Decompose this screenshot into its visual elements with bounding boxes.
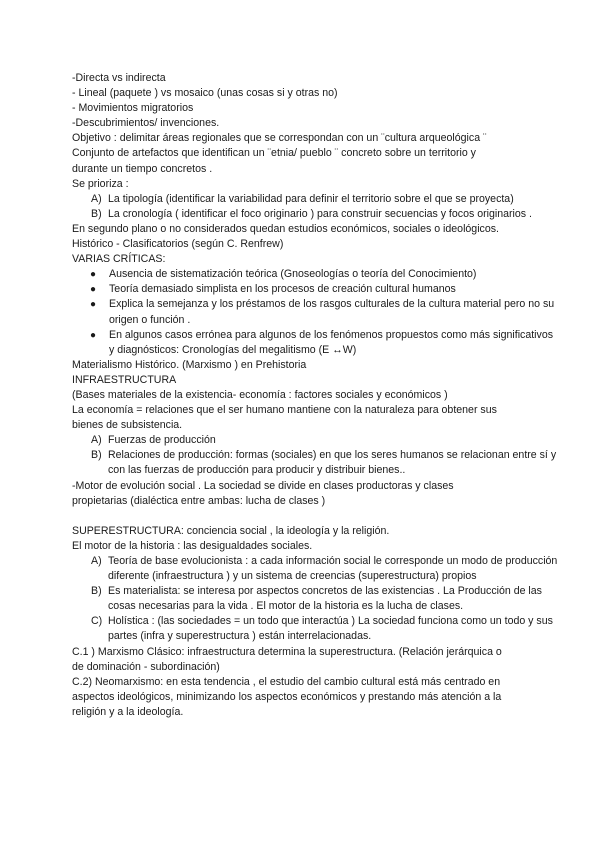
text-line: bienes de subsistencia. bbox=[72, 419, 183, 432]
list-marker: A) bbox=[91, 555, 102, 567]
list-marker: C) bbox=[91, 615, 103, 628]
text-line: religión y a la ideología. bbox=[72, 705, 184, 718]
list-item-text: Relaciones de producción: formas (sociales) en que los seres humanos se relacionan entre sí y con las fuerzas de producción para producir y distribuir bienes.. bbox=[108, 449, 557, 477]
list-item bbox=[90, 297, 560, 327]
text-line: En segundo plano o no considerados quedan estudios económicos, sociales o ideológicos. bbox=[72, 222, 499, 235]
bullet-icon: ● bbox=[90, 269, 97, 281]
super-list bbox=[72, 554, 560, 645]
list-item-text: La cronología ( identificar el foco originario ) para construir secuencias y focos originarios . bbox=[108, 207, 532, 220]
text-line: -Motor de evolución social . La sociedad se divide en clases productoras y clases bbox=[72, 479, 454, 492]
bullet-icon: ● bbox=[90, 329, 97, 341]
blank-line bbox=[72, 509, 560, 524]
text-line: Conjunto de artefactos que identifican un ¨etnia/ pueblo ¨ concreto sobre un territorio y bbox=[72, 147, 476, 160]
text-line: Se prioriza : bbox=[72, 177, 129, 190]
text-line: propietarias (dialéctica entre ambas: lucha de clases ) bbox=[72, 494, 326, 507]
list-item-text: Ausencia de sistematización teórica (Gnoseologías o teoría del Conocimiento) bbox=[109, 268, 477, 281]
text-line: El motor de la historia : las desigualdades sociales. bbox=[72, 539, 313, 552]
text-line: Materialismo Histórico. (Marxismo ) en Prehistoria bbox=[72, 358, 307, 371]
list-marker: B) bbox=[91, 585, 102, 598]
list-item bbox=[91, 584, 560, 614]
list-item bbox=[91, 433, 560, 448]
text-line: (Bases materiales de la existencia- economía : factores sociales y económicos ) bbox=[72, 388, 448, 401]
text-line: Objetivo : delimitar áreas regionales que se correspondan con un ¨cultura arqueológica ¨ bbox=[72, 132, 487, 145]
list-marker: B) bbox=[91, 207, 102, 220]
list-item-text: Fuerzas de producción bbox=[108, 434, 216, 447]
section-heading: VARIAS CRÍTICAS: bbox=[72, 253, 166, 266]
text-line: aspectos ideológicos, minimizando los aspectos económicos y prestando más atención a la bbox=[72, 690, 502, 703]
text-line: de dominación - subordinación) bbox=[72, 660, 220, 673]
criticas-list bbox=[72, 267, 560, 358]
list-item bbox=[91, 207, 560, 222]
list-item-text: Teoría demasiado simplista en los procesos de creación cultural humanos bbox=[109, 283, 456, 296]
section-heading: SUPERESTRUCTURA: conciencia social , la ideología y la religión. bbox=[72, 524, 390, 537]
list-item bbox=[91, 614, 560, 644]
text-line: -Descubrimientos/ invenciones. bbox=[72, 117, 220, 130]
intro-block bbox=[72, 71, 560, 192]
list-item-text: Explica la semejanza y los préstamos de los rasgos culturales de la cultura material pero no su origen o función . bbox=[109, 298, 555, 326]
text-line: C.2) Neomarxismo: en esta tendencia , el estudio del cambio cultural está más centrado en bbox=[72, 675, 501, 688]
list-item bbox=[90, 282, 560, 297]
text-line: - Lineal (paquete ) vs mosaico (unas cosas si y otras no) bbox=[72, 87, 338, 100]
text-line: -Directa vs indirecta bbox=[72, 72, 166, 84]
text-line: C.1 ) Marxismo Clásico: infraestructura determina la superestructura. (Relación jerárquica o bbox=[72, 645, 502, 658]
list-item-text: Teoría de base evolucionista : a cada información social le corresponde un modo de producción diferente (infraestructura ) y un sistema de creencias (superestructura) propios bbox=[108, 555, 558, 583]
list-item bbox=[91, 554, 560, 584]
list-item bbox=[91, 448, 560, 478]
final-block bbox=[72, 645, 560, 720]
middle-block bbox=[72, 222, 560, 267]
infra-block bbox=[72, 358, 560, 433]
list-item-text: En algunos casos errónea para algunos de los fenómenos propuestos como más significativos y diagnósticos: Cronologías del megalitismo (E ↔W) bbox=[109, 328, 554, 356]
list-marker: A) bbox=[91, 192, 102, 205]
motor-block bbox=[72, 479, 560, 509]
list-item-text: Es materialista: se interesa por aspectos concretos de las existencias . La Producción de las cosas necesarias para la vida . El motor de la historia es la lucha de clases. bbox=[108, 585, 542, 613]
list-item bbox=[90, 328, 560, 358]
text-line: - Movimientos migratorios bbox=[72, 102, 194, 115]
list-marker: B) bbox=[91, 449, 102, 462]
list-item bbox=[91, 192, 560, 207]
list-item-text: La tipología (identificar la variabilidad para definir el territorio sobre el que se proyecta) bbox=[108, 192, 514, 205]
text-line: durante un tiempo concretos . bbox=[72, 162, 213, 175]
section-heading: INFRAESTRUCTURA bbox=[72, 373, 177, 386]
bullet-icon: ● bbox=[90, 284, 97, 296]
prioriza-list bbox=[72, 192, 560, 222]
bullet-icon: ● bbox=[90, 299, 97, 311]
infra-list bbox=[72, 433, 560, 478]
text-line: La economía = relaciones que el ser humano mantiene con la naturaleza para obtener sus bbox=[72, 404, 497, 417]
super-block bbox=[72, 524, 560, 554]
list-item bbox=[90, 267, 560, 282]
list-marker: A) bbox=[91, 434, 102, 447]
text-line: Histórico - Clasificatorios (según C. Renfrew) bbox=[72, 238, 284, 251]
list-item-text: Holística : (las sociedades = un todo que interactúa ) La sociedad funciona como un todo y sus partes (infra y superestructura ) están interrelacionadas. bbox=[108, 615, 553, 643]
